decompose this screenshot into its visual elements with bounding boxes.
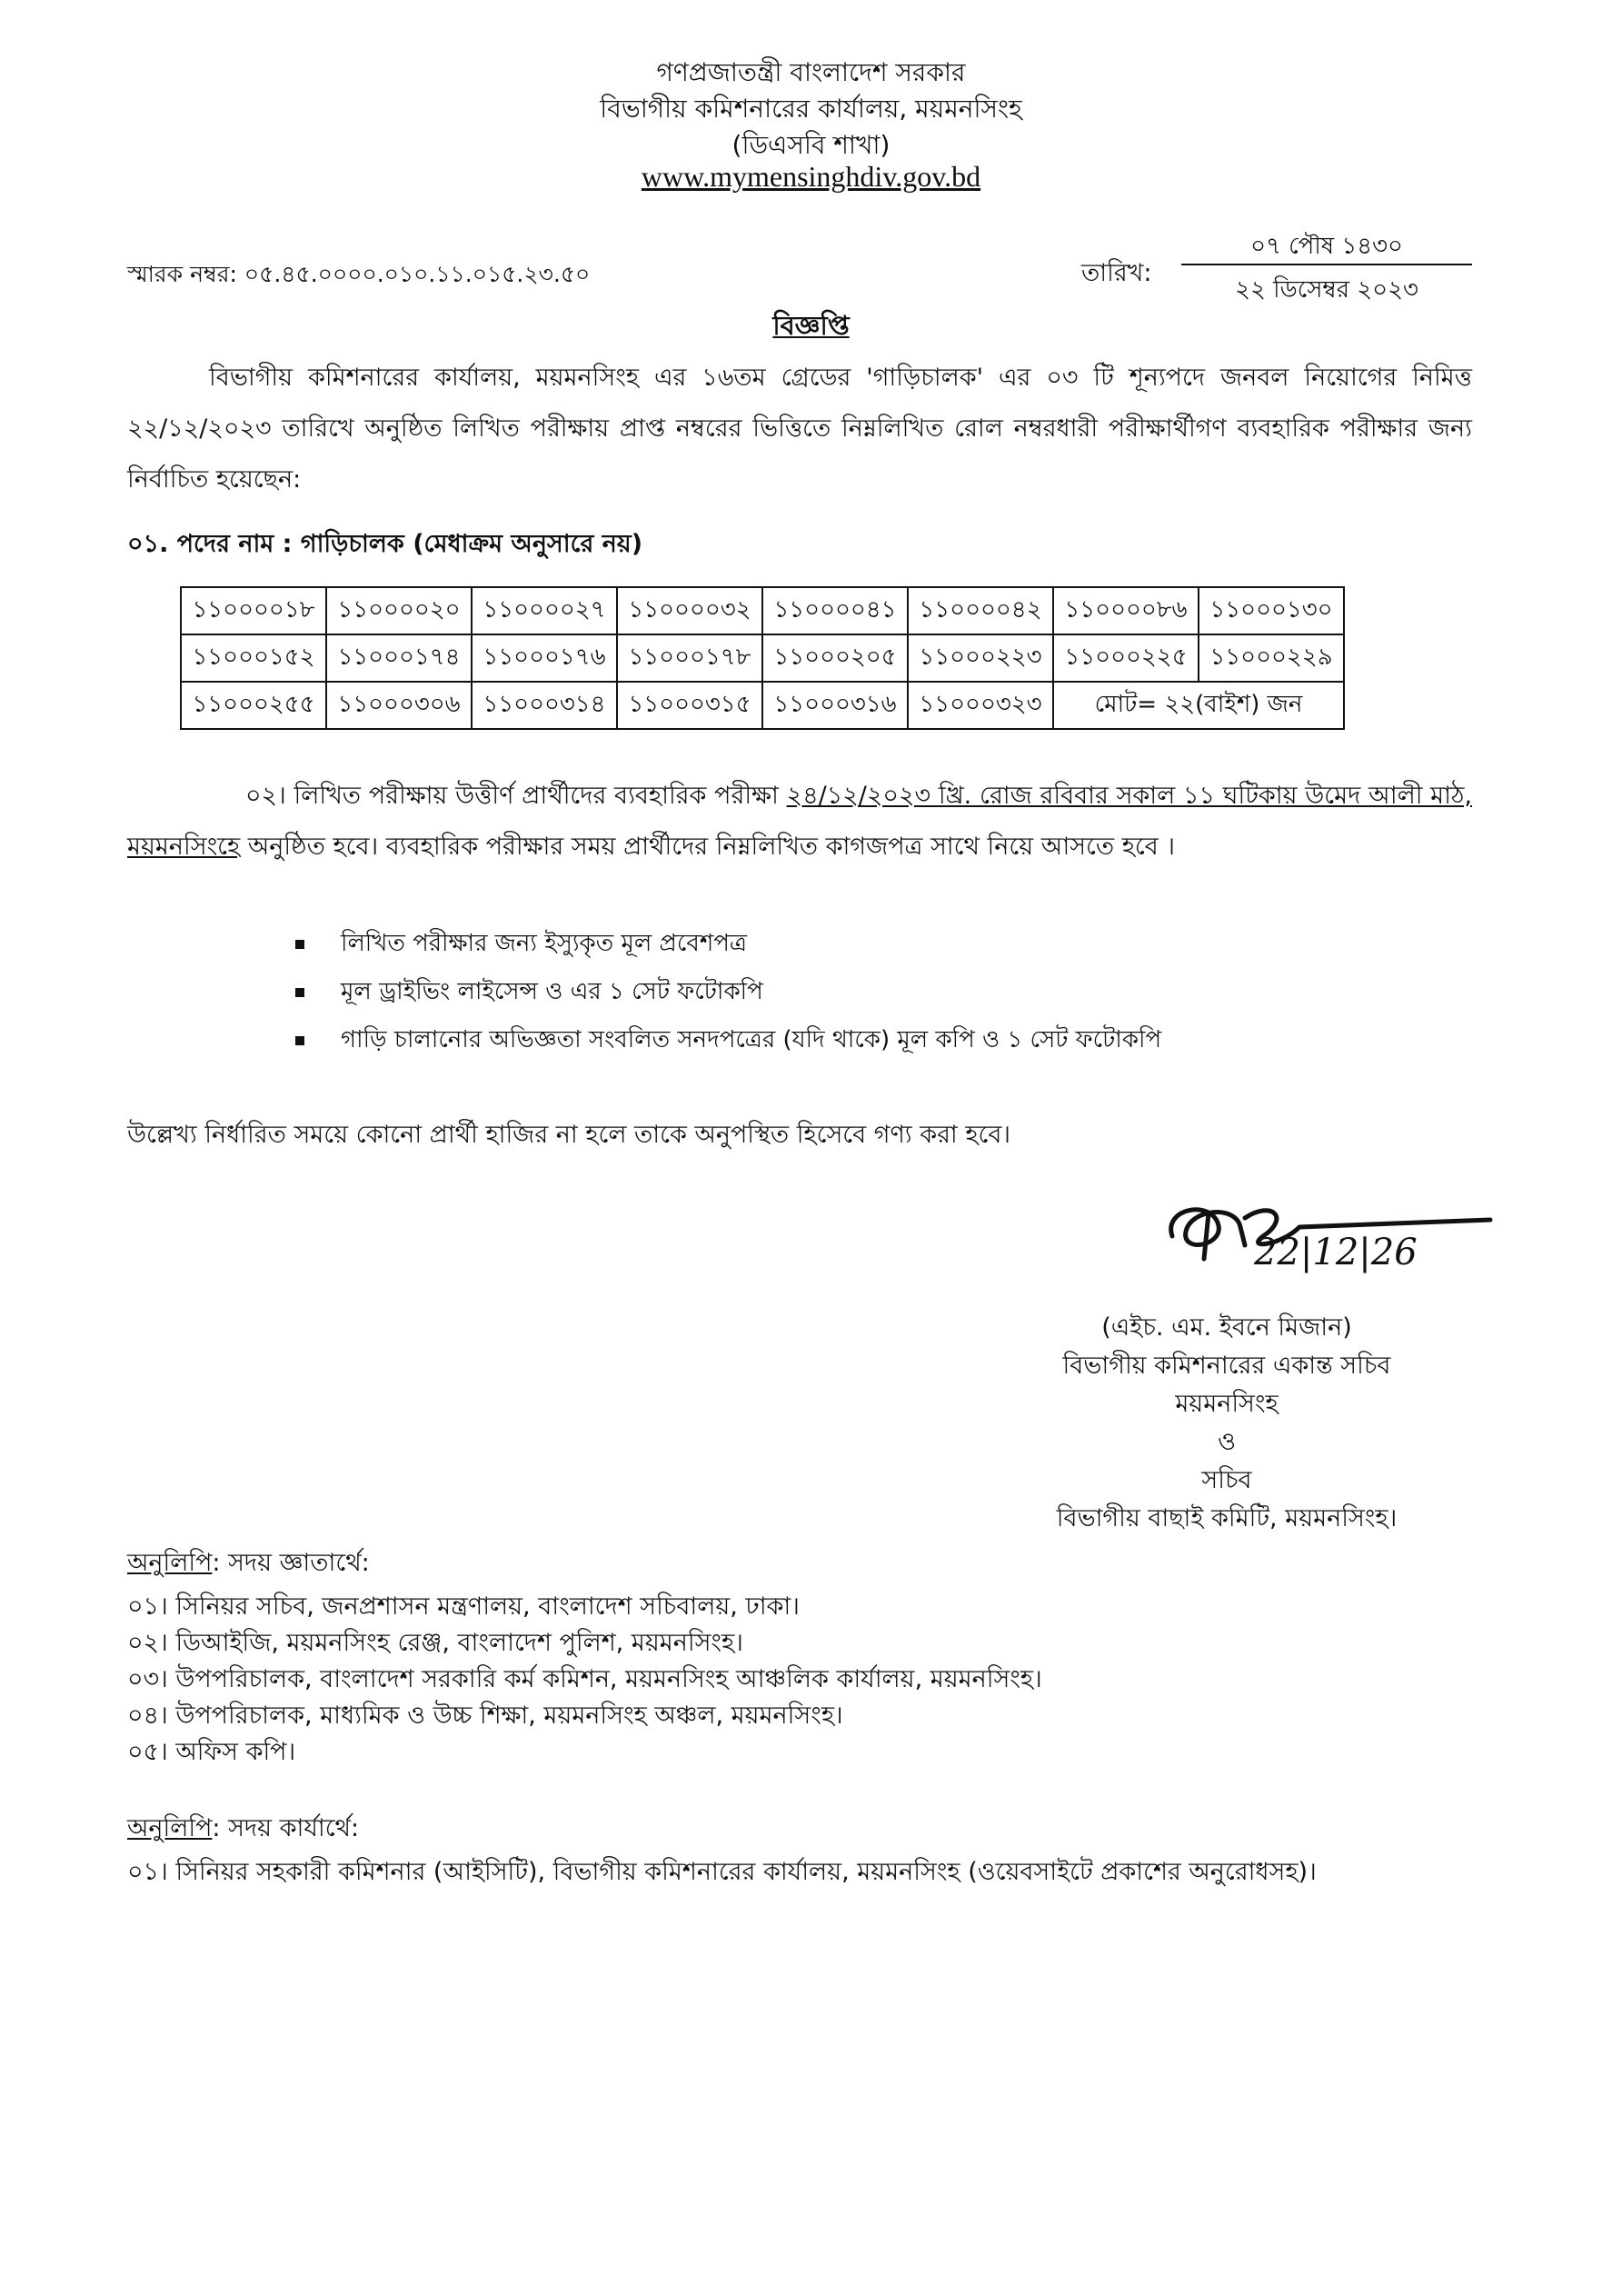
signatory-designation: বিভাগীয় কমিশনারের একান্ত সচিব (1062, 1352, 1391, 1380)
notice-title: বিজ্ঞপ্তি (772, 310, 850, 341)
roll-cell: ১১০০০৩১৬ (762, 682, 908, 729)
signatory-name: (এইচ. এম. ইবনে মিজান) (1101, 1313, 1352, 1342)
document-item-label: লিখিত পরীক্ষার জন্য ইস্যুকৃত মূল প্রবেশপত্র (341, 929, 747, 957)
header-government: গণপ্রজাতন্ত্রী বাংলাদেশ সরকার (656, 57, 966, 87)
list-item: ০২। ডিআইজি, ময়মনসিংহ রেঞ্জ, বাংলাদেশ পুলিশ, ময়মনসিংহ। (127, 1629, 743, 1657)
date-divider (1181, 264, 1472, 265)
required-documents-list (295, 920, 1161, 1064)
bullet-icon (295, 988, 304, 997)
roll-cell: ১১০০০০২৭ (472, 587, 617, 634)
bullet-icon (295, 940, 304, 949)
signatory-designation-2: সচিব (1201, 1466, 1252, 1494)
roll-cell: ১১০০০১৩০ (1199, 587, 1344, 634)
cc-label: অনুলিপি (127, 1814, 213, 1842)
absence-note: উল্লেখ্য নির্ধারিত সময়ে কোনো প্রার্থী হাজির না হলে তাকে অনুপস্থিত হিসেবে গণ্য করা হবে। (127, 1121, 1011, 1149)
header-office: বিভাগীয় কমিশনারের কার্যালয়, ময়মনসিংহ (600, 94, 1022, 124)
roll-cell: ১১০০০২২৩ (908, 634, 1053, 682)
header-website[interactable] (0, 160, 1622, 194)
date-english: ২২ ডিসেম্বর ২০২৩ (1235, 276, 1418, 304)
cc-action-heading (127, 1811, 1317, 1847)
document-item-label: মূল ড্রাইভিং লাইসেন্স ও এর ১ সেট ফটোকপি (341, 977, 763, 1005)
roll-cell: ১১০০০২২৫ (1053, 634, 1199, 682)
exam-venue: ময়মনসিংহে (127, 833, 241, 861)
document-item-label: গাড়ি চালানোর অভিজ্ঞতা সংবলিত সনদপত্রের (যদি থাকে) মূল কপি ও ১ সেট ফটোকপি (341, 1025, 1162, 1053)
table-row (181, 634, 1344, 682)
handwritten-date: 22|12|26 (1254, 1232, 1418, 1273)
intro-paragraph: বিভাগীয় কমিশনারের কার্যালয়, ময়মনসিংহ এর ১৬তম গ্রেডের 'গাড়িচালক' এর ০৩ টি শূন্যপদে জনবল নিয়োগের নিমিত্ত ২২/১২/২০২৩ তারিখে অনুষ্ঠিত লিখিত পরীক্ষায় প্রাপ্ত নম্বরের ভিত্তিতে নিম্নলিখিত রোল নম্বরধারী পরীক্ষার্থীগণ ব্যবহারিক পরীক্ষার জন্য নির্বাচিত হয়েছেন: (127, 364, 1472, 494)
list-item (295, 1016, 1161, 1064)
roll-cell: ১১০০০১৭৮ (617, 634, 762, 682)
roll-number-table (180, 586, 1345, 730)
memo-number: স্মারক নম্বর: ০৫.৪৫.০০০০.০১০.১১.০১৫.২৩.৫০ (127, 261, 591, 287)
post-heading: ০১. পদের নাম : গাড়িচালক (মেধাক্রম অনুসারে নয়) (127, 530, 643, 558)
cc-suffix: : সদয় কার্যার্থে: (212, 1814, 360, 1842)
header-branch: (ডিএসবি শাখা) (731, 130, 891, 160)
roll-cell: ১১০০০৩১৪ (472, 682, 617, 729)
list-item (295, 920, 1161, 968)
cc-information-heading (127, 1545, 1042, 1582)
bullet-icon (295, 1036, 304, 1045)
roll-cell: ১১০০০০৮৬ (1053, 587, 1199, 634)
website-link[interactable]: www.mymensinghdiv.gov.bd (641, 160, 981, 193)
list-item: ০১। সিনিয়র সহকারী কমিশনার (আইসিটি), বিভাগীয় কমিশনারের কার্যালয়, ময়মনসিংহ (ওয়েবসাইটে প্রকাশের অনুরোধসহ)। (127, 1858, 1317, 1886)
roll-cell: ১১০০০০৪২ (908, 587, 1053, 634)
list-item: ০১। সিনিয়র সচিব, জনপ্রশাসন মন্ত্রণালয়, বাংলাদেশ সচিবালয়, ঢাকা। (127, 1592, 800, 1621)
roll-cell: ১১০০০১৫২ (181, 634, 326, 682)
roll-cell: ১১০০০৩১৫ (617, 682, 762, 729)
total-cell: মোট= ২২(বাইশ) জন (1053, 682, 1344, 729)
date-label: তারিখ: (1081, 259, 1152, 287)
table-row (181, 587, 1344, 634)
roll-cell: ১১০০০১৭৬ (472, 634, 617, 682)
date-bangla: ০৭ পৌষ ১৪৩০ (1250, 233, 1403, 260)
cc-information-block (127, 1545, 1042, 1771)
list-item: ০৩। উপপরিচালক, বাংলাদেশ সরকারি কর্ম কমিশন, ময়মনসিংহ আঞ্চলিক কার্যালয়, ময়মনসিংহ। (127, 1665, 1042, 1693)
roll-cell: ১১০০০২০৫ (762, 634, 908, 682)
exam-schedule-prefix: ০২। লিখিত পরীক্ষায় উত্তীর্ণ প্রার্থীদের ব্যবহারিক পরীক্ষা (245, 782, 787, 810)
roll-cell: ১১০০০০২০ (326, 587, 472, 634)
signatory-place: ময়মনসিংহ (1175, 1390, 1279, 1418)
list-item: ০৫। অফিস কপি। (127, 1738, 296, 1766)
exam-schedule-datetime: ২৪/১২/২০২৩ খ্রি. রোজ রবিবার সকাল ১১ ঘটিকায় উমেদ আলী মাঠ, (786, 782, 1473, 810)
roll-cell: ১১০০০০১৮ (181, 587, 326, 634)
roll-cell: ১১০০০৩০৬ (326, 682, 472, 729)
exam-schedule-paragraph (127, 771, 1472, 873)
conjunction: ও (1218, 1428, 1236, 1456)
roll-cell: ১১০০০২২৯ (1199, 634, 1344, 682)
list-item: ০৪। উপপরিচালক, মাধ্যমিক ও উচ্চ শিক্ষা, ময়মনসিংহ অঞ্চল, ময়মনসিংহ। (127, 1702, 843, 1730)
exam-schedule-suffix: অনুষ্ঠিত হবে। ব্যবহারিক পরীক্ষার সময় প্রার্থীদের নিম্নলিখিত কাগজপত্র সাথে নিয়ে আসতে হবে । (240, 833, 1176, 861)
cc-action-block (127, 1811, 1317, 1891)
cc-suffix: : সদয় জ্ঞাতার্থে: (212, 1549, 370, 1577)
roll-cell: ১১০০০২৫৫ (181, 682, 326, 729)
roll-cell: ১১০০০৩২৩ (908, 682, 1053, 729)
roll-cell: ১১০০০০৪১ (762, 587, 908, 634)
table-row (181, 682, 1344, 729)
roll-cell: ১১০০০১৭৪ (326, 634, 472, 682)
roll-cell: ১১০০০০৩২ (617, 587, 762, 634)
committee-name: বিভাগীয় বাছাই কমিটি, ময়মনসিংহ। (1056, 1504, 1398, 1532)
cc-label: অনুলিপি (127, 1549, 213, 1577)
list-item (295, 968, 1161, 1016)
